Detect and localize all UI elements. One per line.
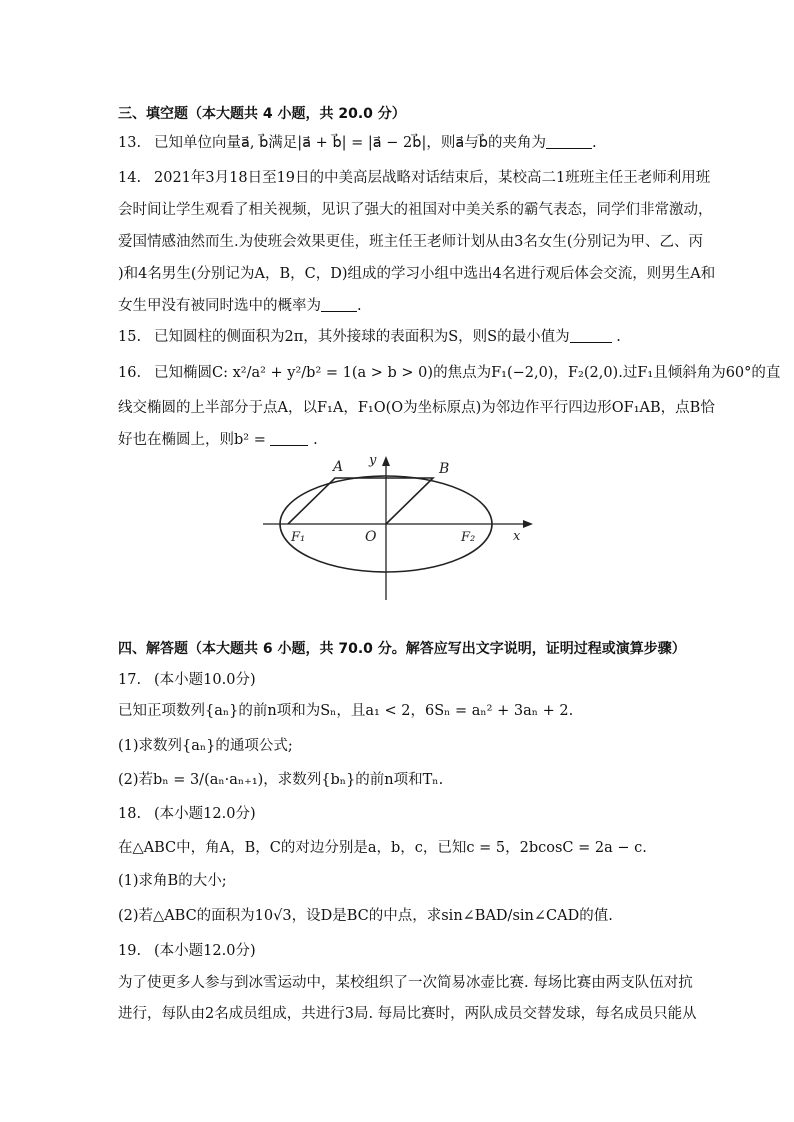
label-F2: F₂: [461, 530, 476, 545]
question-14-line-5: 女生甲没有被同时选中的概率为 .: [118, 298, 362, 314]
question-13: 13. 已知单位向量a⃗, b⃗满足|a⃗ + b⃗| = |a⃗ − 2b⃗|，则a⃗与b⃗的夹角为 .: [118, 135, 597, 151]
label-O: O: [365, 529, 377, 545]
question-16-line-3: 好也在椭圆上，则b² = .: [118, 432, 318, 448]
answer-blank: [570, 328, 612, 343]
x-axis-arrow: [523, 520, 533, 528]
question-number: 17.: [118, 672, 142, 688]
question-18-part-1: (1)求角B的大小;: [118, 873, 227, 889]
question-19-header: [118, 941, 698, 961]
answer-blank: [321, 297, 357, 312]
question-15: 15. 已知圆柱的侧面积为2π，其外接球的表面积为S，则S的最小值为 .: [118, 329, 621, 345]
question-19-line-1: 为了使更多人参与到冰雪运动中，某校组织了一次简易冰壶比赛. 每场比赛由两支队伍对抗: [118, 975, 693, 991]
question-text: 已知单位向量a⃗, b⃗满足|a⃗ + b⃗| = |a⃗ − 2b⃗|，则a⃗与b⃗的夹角为: [154, 135, 546, 151]
question-14-line-4: )和4名男生(分别记为A，B，C，D)组成的学习小组中选出4名进行观后体会交流，则男生A和: [118, 266, 716, 282]
question-number: 13.: [118, 135, 142, 151]
parallelogram: [288, 478, 433, 524]
question-17-stem: 已知正项数列{aₙ}的前n项和为Sₙ，且a₁ < 2，6Sₙ = aₙ² + 3aₙ + 2.: [118, 703, 574, 719]
question-16-line-2: 线交椭圆的上半部分于点A，以F₁A，F₁O(O为坐标原点)为邻边作平行四边形OF₁AB，点B恰: [118, 400, 715, 416]
question-score: (本小题12.0分): [154, 943, 256, 959]
question-18-stem: 在△ABC中，角A，B，C的对边分别是a，b，c，已知c = 5，2bcosC = 2a − c.: [118, 840, 647, 856]
label-x: x: [513, 529, 521, 544]
question-score: (本小题12.0分): [154, 806, 256, 822]
question-17-part-2: (2)若bₙ = 3/(aₙ·aₙ₊₁)，求数列{bₙ}的前n项和Tₙ.: [118, 772, 444, 788]
question-18-header: [118, 804, 698, 824]
question-19-line-2: 进行，每队由2名成员组成，共进行3局. 每局比赛时，两队成员交替发球，每名成员只能从: [118, 1006, 697, 1022]
ellipse-figure: [255, 448, 545, 608]
question-14-line-1: 14. 2021年3月18日至19日的中美高层战略对话结束后，某校高二1班班主任王老师利用班: [118, 170, 711, 186]
question-number: 15.: [118, 329, 142, 345]
question-number: 18.: [118, 806, 142, 822]
question-17-header: [118, 670, 698, 690]
question-14-line-2: 会时间让学生观看了相关视频，见识了强大的祖国对中美关系的霸气表态，同学们非常激动，: [118, 202, 713, 218]
label-F1: F₁: [291, 530, 306, 545]
label-y: y: [369, 453, 377, 468]
y-axis-arrow: [382, 456, 390, 466]
answer-blank: [546, 134, 592, 149]
question-18-part-2: (2)若△ABC的面积为10√3，设D是BC的中点，求sin∠BAD/sin∠CAD的值.: [118, 908, 613, 924]
question-17-part-1: (1)求数列{aₙ}的通项公式;: [118, 738, 293, 754]
section-heading-solve: 四、解答题（本大题共 6 小题，共 70.0 分。解答应写出文字说明，证明过程或演算步骤）: [118, 641, 686, 657]
answer-blank: [270, 431, 308, 446]
section-heading-fill-in: 三、填空题（本大题共 4 小题，共 20.0 分）: [118, 106, 406, 122]
question-number: 16.: [118, 365, 142, 381]
label-A: A: [333, 459, 344, 475]
question-number: 19.: [118, 943, 142, 959]
question-14-line-3: 爱国情感油然而生.为使班会效果更佳，班主任王老师计划从由3名女生(分别记为甲、乙、丙: [118, 234, 703, 250]
question-number: 14.: [118, 170, 142, 186]
question-score: (本小题10.0分): [154, 672, 256, 688]
label-B: B: [439, 461, 450, 477]
question-16-line-1: 16. 已知椭圆C: x²/a² + y²/b² = 1(a > b > 0)的焦点为F₁(−2,0)，F₂(2,0).过F₁且倾斜角为60°的直: [118, 365, 781, 381]
